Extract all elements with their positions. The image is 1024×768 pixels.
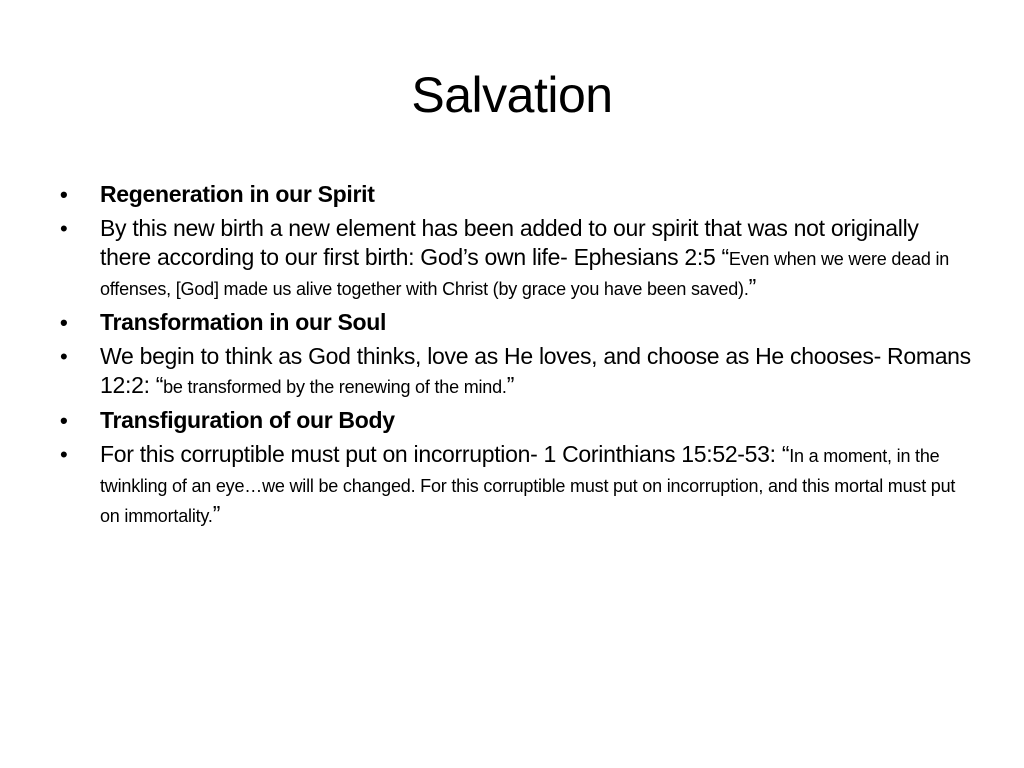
quote-close: ”	[212, 501, 221, 527]
bullet-dot: •	[60, 408, 68, 433]
bullet-new-birth	[58, 214, 974, 303]
scripture-quote: In a moment, in the twinkling of an eye…we will be changed. For this corruptible must put on incorruption, and this mortal must put on immortality.	[100, 446, 956, 526]
scripture-quote: Even when we were dead in offenses, [God] made us alive together with Christ (by grace you have been saved).	[100, 249, 950, 299]
bullet-heading-transformation	[58, 308, 974, 337]
bullet-dot: •	[60, 442, 68, 467]
bullet-text: Regeneration in our Spirit	[100, 181, 375, 207]
bullet-corruptible	[58, 440, 974, 530]
bullet-dot: •	[60, 344, 68, 369]
bullet-text: For this corruptible must put on incorruption- 1 Corinthians 15:52-53: “	[100, 441, 790, 467]
bullet-dot: •	[60, 182, 68, 207]
quote-close: ”	[506, 372, 515, 398]
bullet-text: We begin to think as God thinks, love as He loves, and choose as He chooses- Romans 12:2: “	[100, 343, 971, 398]
bullet-list	[58, 180, 974, 535]
bullet-think-as-god	[58, 342, 974, 401]
bullet-dot: •	[60, 216, 68, 241]
bullet-heading-regeneration	[58, 180, 974, 209]
quote-close: ”	[748, 274, 756, 300]
slide-title: Salvation	[411, 67, 613, 123]
scripture-quote: be transformed by the renewing of the mind.	[163, 377, 507, 397]
bullet-dot: •	[60, 310, 68, 335]
bullet-heading-transfiguration	[58, 406, 974, 435]
bullet-text: By this new birth a new element has been added to our spirit that was not originally there according to our first birth: God’s own life- Ephesians 2:5 “	[100, 215, 919, 270]
bullet-text: Transfiguration of our Body	[100, 407, 395, 433]
bullet-text: Transformation in our Soul	[100, 309, 387, 335]
